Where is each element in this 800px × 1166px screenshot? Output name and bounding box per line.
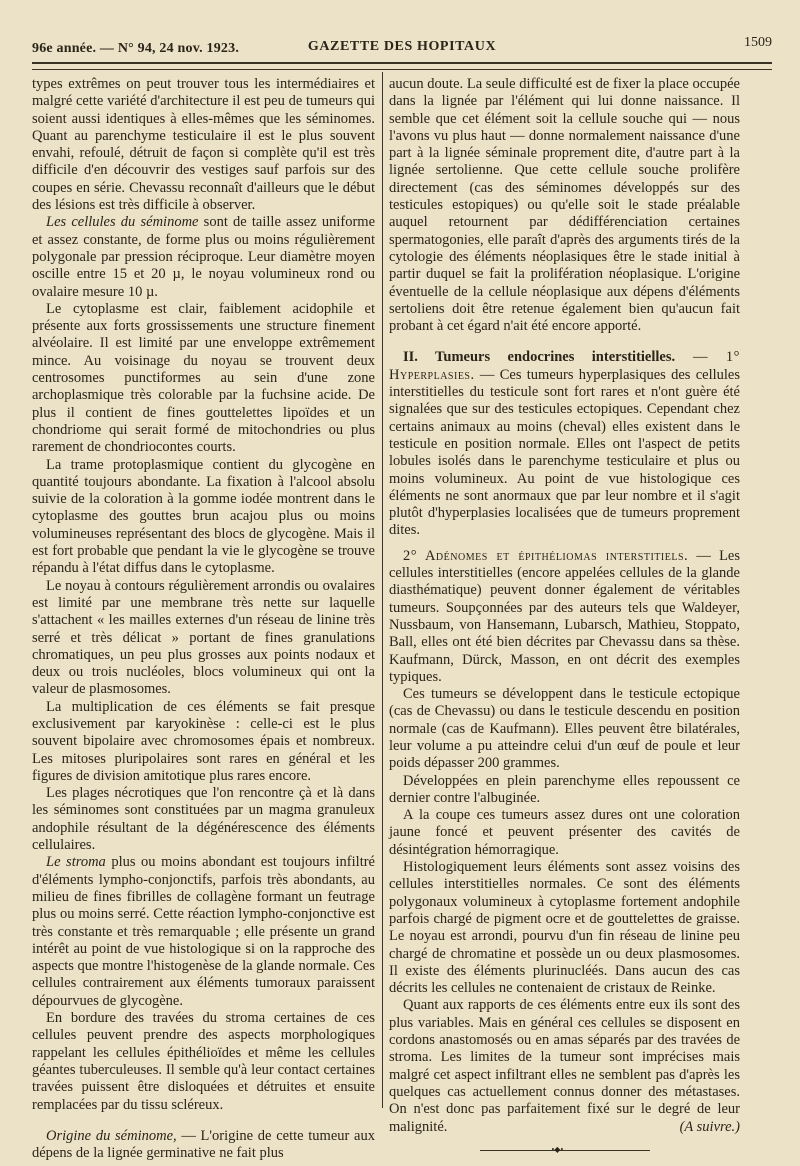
issue-info: 96e année. — N° 94, 24 nov. 1923.: [32, 41, 240, 56]
paragraph: Développées en plein parenchyme elles repoussent ce dernier contre l'albuginée.: [389, 772, 740, 806]
paragraph: Ces tumeurs se développent dans le testicule ectopique (cas de Chevassu) ou dans le testicule descendu en position normale (cas de Kaufmann). Elles peuvent être bilatérales, leur volume a pu atteindre celui d'un œuf de poule et leur poids dépasser 200 grammes.: [389, 686, 740, 772]
paragraph: [389, 997, 740, 1135]
paragraph-text: — Les cellules interstitielles (encore appelées cellules de la glande diasthématique) peuvent donner également de véritables tumeurs. Soupçonnées par des auteurs tels que Waldeyer, Nussbaum, von Hansemann, Lubarsch, Mathieu, Stoppato, Ball, elles ont été bien décrites par Chevassu dans sa thèse. Kaufmann, Dürck, Masson, en ont décrit des exemples typiques.: [389, 547, 741, 685]
paragraph: En bordure des travées du stroma certaines de ces cellules peuvent prendre des aspects morphologiques rappelant les cellules épithélioïdes et même les cellules géantes tuberculeuses. Il semble qu'à leur contact certaines travées puissent être disloquées et détruites et ensuite remplacées par du tissu scléreux.: [32, 1010, 375, 1113]
paragraph: La trame protoplasmique contient du glycogène en quantité toujours abondante. La fixation à l'alcool absolu suivie de la coloration à la gomme iodée montrent dans le cytoplasme des gouttes brun acajou plus ou moins volumineuses représentant des blocs de glycogène. Mais il est fort probable que pendant la vie le glycogène se trouve répandu à l'état diffus dans le cytoplasme.: [32, 456, 375, 577]
paragraph-text: — L'origine de cette tumeur aux dépens de la lignée germinative ne fait plus: [32, 1127, 375, 1162]
section-paragraph: [389, 548, 740, 686]
section-heading: II. Tumeurs endocrines interstitielles.: [403, 349, 676, 366]
italic-lead: Origine du séminome,: [46, 1127, 177, 1144]
column-divider: [382, 72, 383, 1108]
header-rule-thin: [32, 69, 772, 70]
paragraph: [32, 214, 375, 300]
header-rule-thick: [32, 62, 772, 64]
italic-lead: Les cellules du séminome: [46, 214, 199, 231]
right-column: [389, 76, 741, 1154]
paragraph: aucun doute. La seule difficulté est de fixer la place occupée dans la lignée par l'élément qui lui donne naissance. Il semble que cet élément soit la cellule souche qui — nous l'avons vu plus haut — donne normalement naissance d'une part à la lignée séminale proprement dite, d'autre part à la lignée sertolienne. Que cette cellule souche prolifère directement (cas des séminomes développés sur des testicules estopiques) ou qu'elle soit le stade préalable auquel retournent par dédifférenciation certaines spermatogonies, elle paraît d'après des arguments tirés de la cytologie des éléments néoplasiques être le stade initial à partir duquel se fait la prolifération néoplasique. L'origine éventuelle de la cellule néoplasique aux dépens d'éléments sertoliens doit être retenue également bien qu'aucun fait probant à cet égard n'ait été encore apporté.: [389, 76, 740, 335]
subsection-heading: — 1° Hyperplasies.: [389, 349, 740, 383]
paragraph-text: sont de taille assez uniforme et assez constante, de forme plus ou moins régulièrement polygonale par pression réciproque. Leur diamètre moyen oscille entre 15 et 20 µ, le noyau volumineux rond ou ovalaire mesure 10 µ.: [32, 214, 375, 300]
paragraph: Les plages nécrotiques que l'on rencontre çà et là dans les séminomes sont constituées par un magma granuleux andophile résultant de la dégénérescence des éléments cellulaires.: [32, 785, 375, 854]
page-number: 1509: [744, 35, 772, 50]
continued-note: (A suivre.): [679, 1118, 740, 1135]
end-ornament-rule: [480, 1144, 650, 1154]
section-paragraph: [389, 349, 740, 539]
paragraph: [32, 854, 375, 1010]
ornament-icon: •◆•: [551, 1144, 564, 1154]
journal-title: GAZETTE DES HOPITAUX: [307, 39, 497, 54]
paragraph: Histologiquement leurs éléments sont assez voisins des cellules interstitielles normales. Ce sont des éléments polygonaux volumineux à cytoplasme fortement andophile parfois chargé de pigment ocre et de gouttelettes de graisse. Le noyau est arrondi, pourvu d'un fin réseau de linine peu chargé de chromatine et possède un ou deux plasmosomes. Il existe des éléments plurinucléés. Dans aucun des cas décrits les cellules ne contenaient de cristaux de Reinke.: [389, 859, 740, 997]
paragraph-text: — Ces tumeurs hyperplasiques des cellules interstitielles du testicule sont fort rares et n'ont guère été signalées que sur des testicules ectopiques. Cependant chez certains animaux au moins (cheval) elles existent dans le testicule en position normale. Elles ont l'aspect de petits lobules isolés dans le parenchyme testiculaire et plus ou moins volumineux. Au point de vue histologique ces éléments ne sont anormaux que par leur nombre et il s'agit plutôt d'hyperplasies localisées que de tumeurs proprement dites.: [389, 366, 740, 539]
paragraph: La multiplication de ces éléments se fait presque exclusivement par karyokinèse : celle-ci est le plus souvent bipolaire avec chromosomes épais et nombreux. Les mitoses pluripolaires sont rares en général et les figures de division amitotique plus rares encore.: [32, 698, 375, 784]
paragraph-text: Quant aux rapports de ces éléments entre eux ils sont des plus variables. Mais en général ces cellules se disposent en cordons anastomosés ou en amas séparés par des travées de stroma. Les limites de la tumeur sont imprécises mais malgré cet aspect infiltrant elles ne semblent pas d'après les quelques cas actuellement connus donner des métastases. On n'est donc pas parfaitement fixé sur le degré de leur malignité.: [389, 997, 740, 1135]
paragraph: Le cytoplasme est clair, faiblement acidophile et présente aux forts grossissements une structure finement alvéolaire. Il est limité par une enveloppe extrêmement mince. Au voisinage du noyau se trouvent deux centrosomes punctiformes au sein d'une zone archoplasmique très colorable par la fuchsine acide. De plus il contient de fines gouttelettes lipoïdes et un chondriome qui serait formé de mitochondries ou plus rarement de chondriocontes courts.: [32, 300, 375, 456]
italic-lead: Le stroma: [46, 854, 106, 871]
left-column: [32, 76, 375, 1162]
paragraph: Le noyau à contours régulièrement arrondis ou ovalaires est limité par une membrane très nette sur laquelle s'attachent « les mailles externes d'un réseau de linine très serré et très délicat » portant de fines granulations chromatiques, un peu plus grosses aux points nodaux et deux ou trois nucléoles, blocs volumineux qui ont la valeur de plasmosomes.: [32, 577, 375, 698]
paragraph: types extrêmes on peut trouver tous les intermédiaires et malgré cette variété d'architecture il est peu de tumeurs qui soient aussi identiques à elles-mêmes que les séminomes. Quant au parenchyme testiculaire il est le plus souvent envahi, refoulé, détruit de façon si complète qu'il est très difficile d'en découvrir des vestiges sauf parfois sur des coupes en série. Chevassu reconnaît d'ailleurs que le début des lésions est très difficile à observer.: [32, 76, 375, 214]
subsection-heading: 2° Adénomes et épithéliomas interstitiels.: [403, 547, 689, 564]
paragraph-text: plus ou moins abondant est toujours infiltré d'éléments lympho-conjonctifs, parfois très abondants, au milieu de fines fibrilles de collagène formant un feutrage plus ou moins serré. Cette réaction lympho-conjonctive est très constante et très remarquable ; elle présente un grand intérêt au point de vue histologique si on la rapproche des aspects que montre l'histogenèse de la glande normale. Ces cellules contrairement aux éléments tumoraux paraissent dépourvues de glycogène.: [32, 854, 375, 1009]
paragraph: [32, 1128, 375, 1163]
page-header: [32, 30, 772, 56]
paragraph: A la coupe ces tumeurs assez dures ont une coloration jaune foncé et peuvent présenter des cavités de désintégration hémorragique.: [389, 807, 740, 858]
